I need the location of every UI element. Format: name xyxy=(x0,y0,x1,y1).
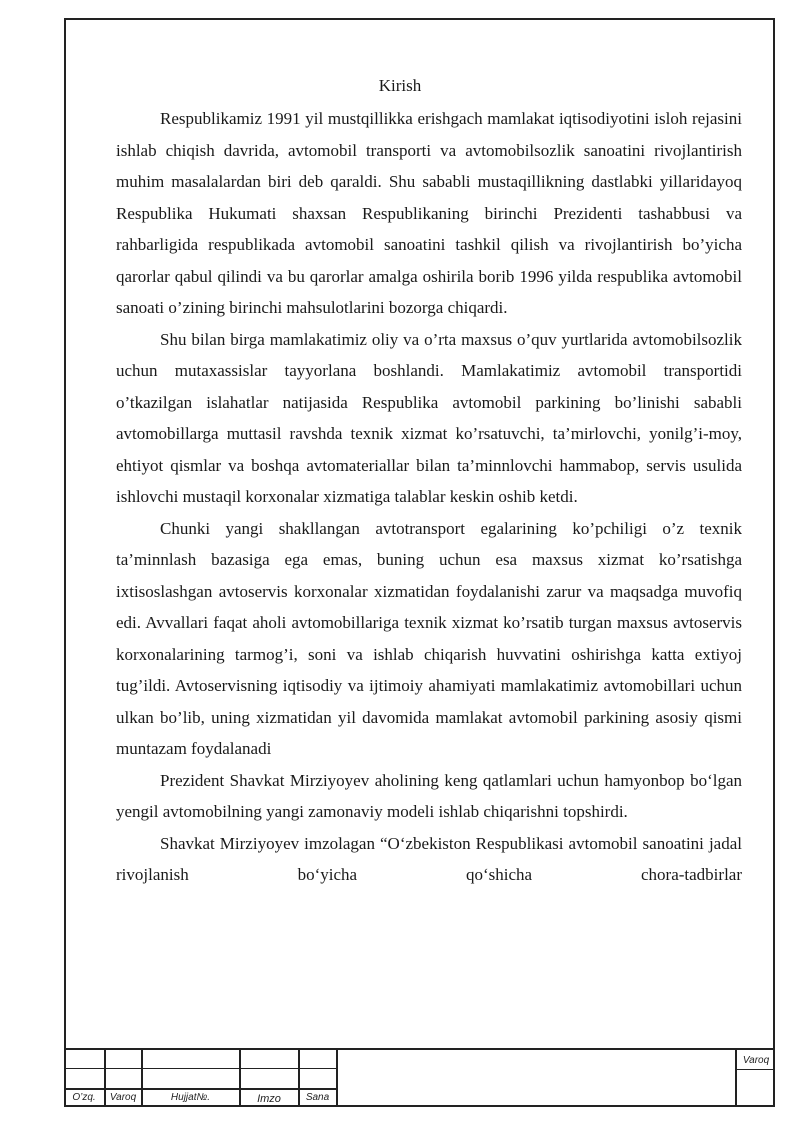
title-block xyxy=(64,1048,775,1107)
stamp-label-sign: Imzo xyxy=(257,1093,281,1105)
sheet-box-divider xyxy=(735,1069,775,1070)
page-title: Kirish xyxy=(378,76,422,95)
stamp-label-izm: O’zq. xyxy=(72,1092,96,1103)
document-body xyxy=(116,103,742,891)
stamp-label-list: Varoq xyxy=(109,1092,137,1103)
title-block-top-border xyxy=(64,1048,775,1050)
sheet-label: Varoq xyxy=(742,1055,770,1066)
paragraph-3: Chunki yangi shakllangan avtotransport egalarining ko’pchiligi o’z texnik ta’minnlash bazasiga ega emas, buning uchun esa maxsus xizmat ko’rsatishga ixtisoslashgan avtoservis korxonalar xizmatidan foydalanishi zarur va maqsadga muvofiq edi. Avvallari faqat aholi avtomobillariga texnik xizmat ko’rsatib turgan maxsus avtoservis korxonalarining tarmog’i, soni va ishlab chiqarish huvvatini oshirishga katta extiyoj tug’ildi. Avtoservisning iqtisodiy va ijtimoiy ahamiyati mamlakatimiz avtomobillari uchun ulkan bo’lib, uning xizmatidan yil davomida mamlakat avtomobil parkining asosiy qismi muntazam foydalanadi xyxy=(116,518,742,758)
paragraph-1: Respublikamiz 1991 yil mustqillikka erishgach mamlakat iqtisodiyotini isloh rejasini ishlab chiqish davrida, avtomobil transporti va avtomobilsozlik sanoatini rivojlantirish muhim masalalardan biri deb qaraldi. Shu sababli mustaqillikning dastlabki yillaridayoq Respublika Hukumati shaxsan Respublikaning birinchi Prezidenti tashabbusi va rahbarligida respublikada avtomobil sanoatini tashkil qilish va rivojlantirish bo’yicha qarorlar qabul qilindi va bu qarorlar amalga oshirila borib 1996 yilda respublika avtomobil sanoati o’zining birinchi mahsulotlarini bozorga chiqardi. xyxy=(116,109,742,317)
stamp-label-doc: Hujjat№. xyxy=(170,1092,211,1103)
title-block-col-line xyxy=(336,1048,338,1107)
stamp-label-date: Sana xyxy=(305,1092,330,1103)
paragraph-2: Shu bilan birga mamlakatimiz oliy va o’rta maxsus o’quv yurtlarida avtomobilsozlik uchun mutaxassislar tayyorlana boshlandi. Mamlakatimiz avtomobil transportidi o’tkazilgan islahatlar natijasida Respublika avtomobil parkining bo’linishi sababli avtomobillarga muttasil ravshda texnik xizmat ko’rsatuvchi, ta’mirlovchi, yonilg’i-moy, ehtiyot qismlar va boshqa avtomateriallar bilan ta’minnlovchi hammabop, servis usulida ishlovchi mustaqil korxonalar xizmatiga talablar keskin oshib ketdi. xyxy=(116,329,742,506)
paragraph-5: Shavkat Mirziyoyev imzolagan “O‘zbekiston Respublikasi avtomobil sanoatini jadal rivojlanish bo‘yicha qo‘shicha chora-tadbirlar xyxy=(116,833,742,884)
paragraph-4: Prezident Shavkat Mirziyoyev aholining keng qatlamlari uchun hamyonbop bo‘lgan yengil avtomobilning yangi zamonaviy modeli ishlab chiqarishni topshirdi. xyxy=(116,770,742,821)
